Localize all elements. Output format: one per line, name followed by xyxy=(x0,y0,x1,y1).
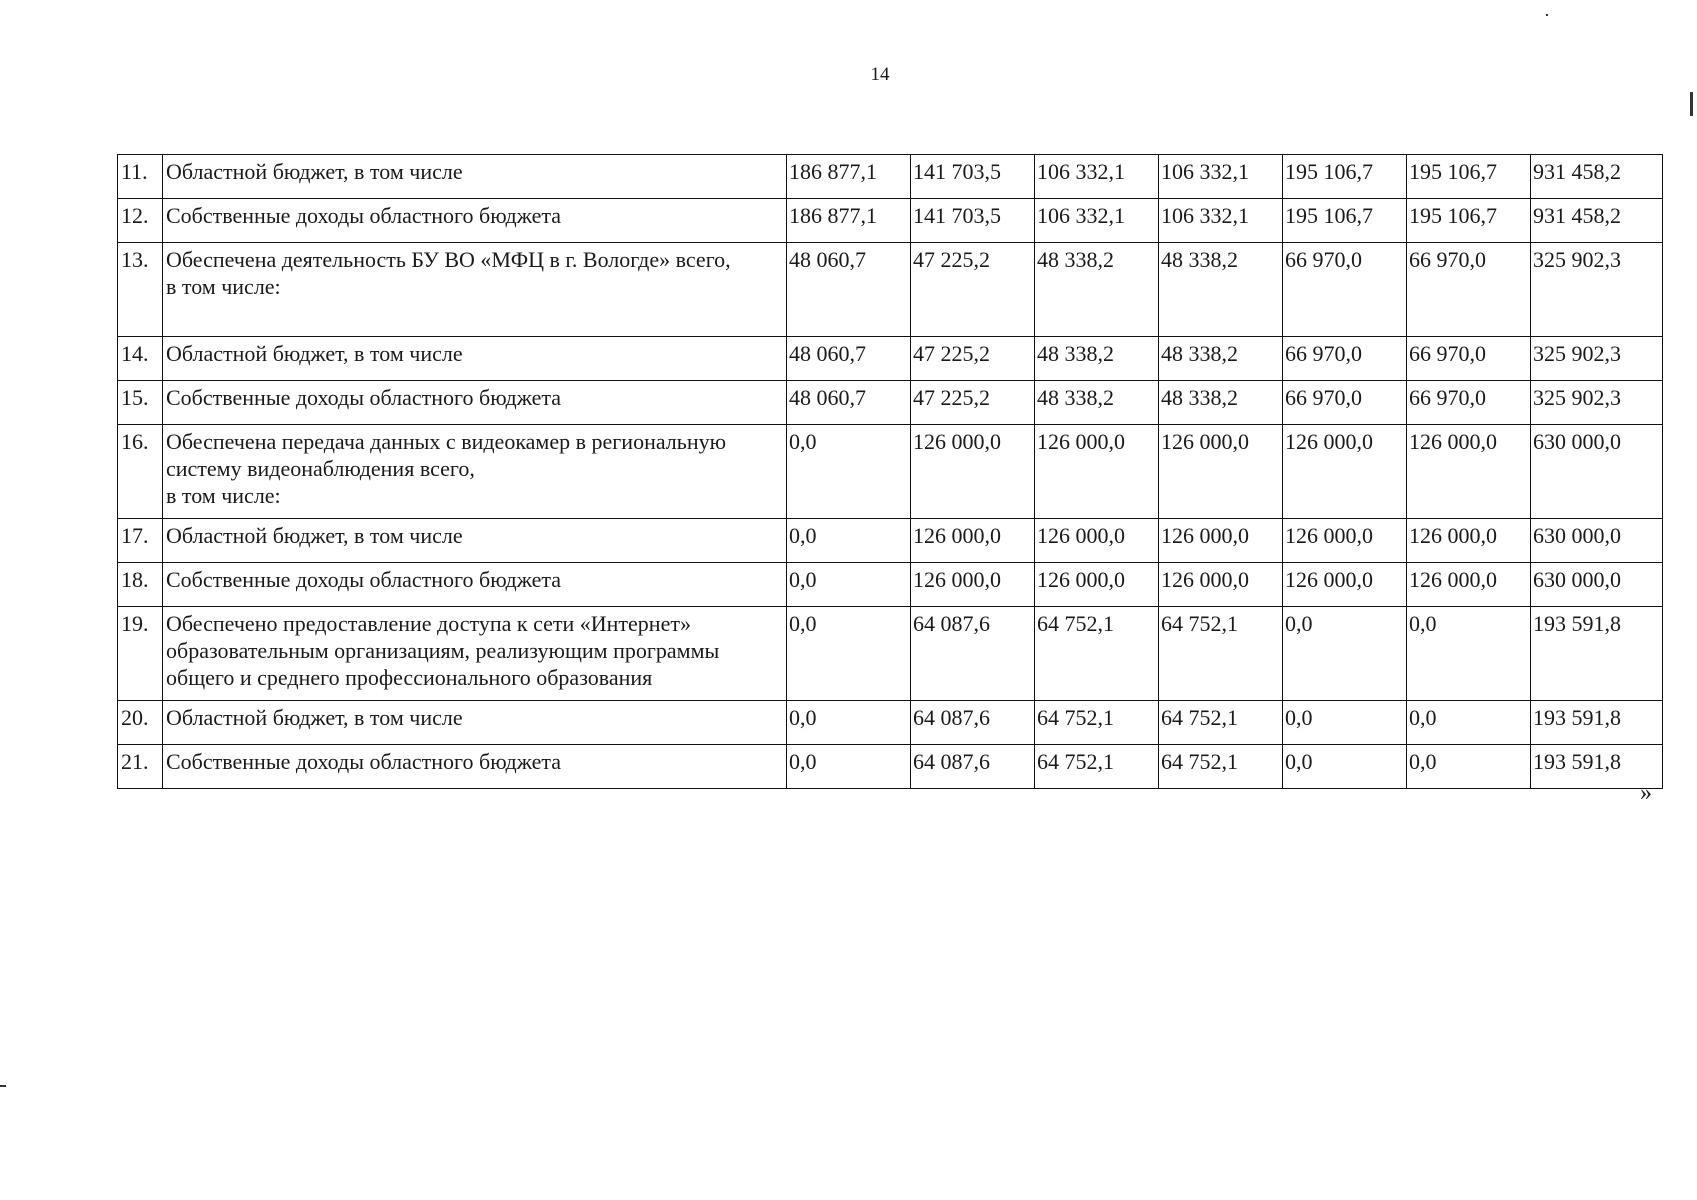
value-cell: 186 877,1 xyxy=(787,155,911,199)
value-cell: 0,0 xyxy=(1407,701,1531,745)
row-description: Областной бюджет, в том числе xyxy=(163,519,787,563)
value-cell: 47 225,2 xyxy=(911,243,1035,337)
total-cell: 630 000,0 xyxy=(1531,425,1663,519)
value-cell: 64 087,6 xyxy=(911,701,1035,745)
value-cell: 126 000,0 xyxy=(1035,519,1159,563)
value-cell: 66 970,0 xyxy=(1283,243,1407,337)
total-cell: 630 000,0 xyxy=(1531,563,1663,607)
table-row xyxy=(118,243,1663,337)
value-cell: 106 332,1 xyxy=(1159,155,1283,199)
value-cell: 48 060,7 xyxy=(787,243,911,337)
value-cell: 47 225,2 xyxy=(911,337,1035,381)
value-cell: 0,0 xyxy=(1283,745,1407,789)
value-cell: 186 877,1 xyxy=(787,199,911,243)
value-cell: 126 000,0 xyxy=(1407,425,1531,519)
table-row xyxy=(118,199,1663,243)
value-cell: 126 000,0 xyxy=(1159,563,1283,607)
table-row xyxy=(118,425,1663,519)
value-cell: 48 338,2 xyxy=(1035,337,1159,381)
value-cell: 126 000,0 xyxy=(911,519,1035,563)
value-cell: 126 000,0 xyxy=(1407,519,1531,563)
row-number: 15. xyxy=(118,381,163,425)
total-cell: 325 902,3 xyxy=(1531,243,1663,337)
value-cell: 126 000,0 xyxy=(1159,425,1283,519)
value-cell: 0,0 xyxy=(787,563,911,607)
table-row xyxy=(118,337,1663,381)
value-cell: 195 106,7 xyxy=(1407,199,1531,243)
value-cell: 0,0 xyxy=(1407,745,1531,789)
value-cell: 0,0 xyxy=(1407,607,1531,701)
scan-mark xyxy=(1690,92,1693,116)
closing-quote: » xyxy=(1640,780,1652,806)
value-cell: 195 106,7 xyxy=(1407,155,1531,199)
value-cell: 106 332,1 xyxy=(1035,199,1159,243)
table-row xyxy=(118,745,1663,789)
row-description: Областной бюджет, в том числе xyxy=(163,337,787,381)
value-cell: 126 000,0 xyxy=(911,425,1035,519)
row-description: Обеспечена деятельность БУ ВО «МФЦ в г. Вологде» всего, в том числе: xyxy=(163,243,787,337)
row-description: Областной бюджет, в том числе xyxy=(163,155,787,199)
value-cell: 64 752,1 xyxy=(1035,701,1159,745)
value-cell: 0,0 xyxy=(787,745,911,789)
total-cell: 931 458,2 xyxy=(1531,199,1663,243)
page-number: 14 xyxy=(870,64,890,85)
value-cell: 64 087,6 xyxy=(911,607,1035,701)
value-cell: 66 970,0 xyxy=(1407,243,1531,337)
row-description: Обеспечена передача данных с видеокамер в региональную систему видеонаблюдения всего, в том числе: xyxy=(163,425,787,519)
row-description: Собственные доходы областного бюджета xyxy=(163,745,787,789)
row-description: Собственные доходы областного бюджета xyxy=(163,563,787,607)
value-cell: 195 106,7 xyxy=(1283,199,1407,243)
row-number: 14. xyxy=(118,337,163,381)
value-cell: 66 970,0 xyxy=(1283,381,1407,425)
row-number: 16. xyxy=(118,425,163,519)
value-cell: 0,0 xyxy=(787,425,911,519)
total-cell: 325 902,3 xyxy=(1531,337,1663,381)
value-cell: 48 338,2 xyxy=(1035,381,1159,425)
table-row xyxy=(118,701,1663,745)
total-cell: 193 591,8 xyxy=(1531,701,1663,745)
value-cell: 106 332,1 xyxy=(1159,199,1283,243)
value-cell: 64 087,6 xyxy=(911,745,1035,789)
table-row xyxy=(118,381,1663,425)
value-cell: 64 752,1 xyxy=(1159,745,1283,789)
value-cell: 0,0 xyxy=(787,519,911,563)
value-cell: 126 000,0 xyxy=(911,563,1035,607)
total-cell: 193 591,8 xyxy=(1531,745,1663,789)
value-cell: 126 000,0 xyxy=(1283,425,1407,519)
table-row xyxy=(118,607,1663,701)
table-row xyxy=(118,155,1663,199)
value-cell: 0,0 xyxy=(787,701,911,745)
total-cell: 630 000,0 xyxy=(1531,519,1663,563)
value-cell: 0,0 xyxy=(1283,607,1407,701)
value-cell: 66 970,0 xyxy=(1407,337,1531,381)
total-cell: 193 591,8 xyxy=(1531,607,1663,701)
value-cell: 126 000,0 xyxy=(1159,519,1283,563)
value-cell: 126 000,0 xyxy=(1035,563,1159,607)
value-cell: 126 000,0 xyxy=(1035,425,1159,519)
row-number: 21. xyxy=(118,745,163,789)
table-row xyxy=(118,519,1663,563)
row-number: 11. xyxy=(118,155,163,199)
value-cell: 64 752,1 xyxy=(1035,745,1159,789)
value-cell: 106 332,1 xyxy=(1035,155,1159,199)
scan-mark xyxy=(0,1085,6,1087)
value-cell: 126 000,0 xyxy=(1407,563,1531,607)
value-cell: 126 000,0 xyxy=(1283,563,1407,607)
row-number: 19. xyxy=(118,607,163,701)
value-cell: 0,0 xyxy=(787,607,911,701)
value-cell: 64 752,1 xyxy=(1035,607,1159,701)
table-body xyxy=(118,155,1663,789)
row-description: Собственные доходы областного бюджета xyxy=(163,381,787,425)
total-cell: 931 458,2 xyxy=(1531,155,1663,199)
value-cell: 141 703,5 xyxy=(911,155,1035,199)
value-cell: 48 338,2 xyxy=(1159,337,1283,381)
value-cell: 66 970,0 xyxy=(1407,381,1531,425)
row-number: 17. xyxy=(118,519,163,563)
row-number: 13. xyxy=(118,243,163,337)
value-cell: 64 752,1 xyxy=(1159,607,1283,701)
table-row xyxy=(118,563,1663,607)
value-cell: 66 970,0 xyxy=(1283,337,1407,381)
value-cell: 126 000,0 xyxy=(1283,519,1407,563)
value-cell: 48 338,2 xyxy=(1159,381,1283,425)
budget-table xyxy=(117,154,1663,789)
row-number: 12. xyxy=(118,199,163,243)
row-description: Обеспечено предоставление доступа к сети «Интернет» образовательным организациям, реализующим программы общего и среднего профессионального образования xyxy=(163,607,787,701)
value-cell: 48 338,2 xyxy=(1159,243,1283,337)
row-description: Областной бюджет, в том числе xyxy=(163,701,787,745)
value-cell: 0,0 xyxy=(1283,701,1407,745)
scan-mark xyxy=(1546,14,1548,16)
value-cell: 48 338,2 xyxy=(1035,243,1159,337)
value-cell: 47 225,2 xyxy=(911,381,1035,425)
value-cell: 141 703,5 xyxy=(911,199,1035,243)
value-cell: 48 060,7 xyxy=(787,381,911,425)
value-cell: 64 752,1 xyxy=(1159,701,1283,745)
value-cell: 195 106,7 xyxy=(1283,155,1407,199)
total-cell: 325 902,3 xyxy=(1531,381,1663,425)
row-number: 20. xyxy=(118,701,163,745)
row-number: 18. xyxy=(118,563,163,607)
value-cell: 48 060,7 xyxy=(787,337,911,381)
row-description: Собственные доходы областного бюджета xyxy=(163,199,787,243)
